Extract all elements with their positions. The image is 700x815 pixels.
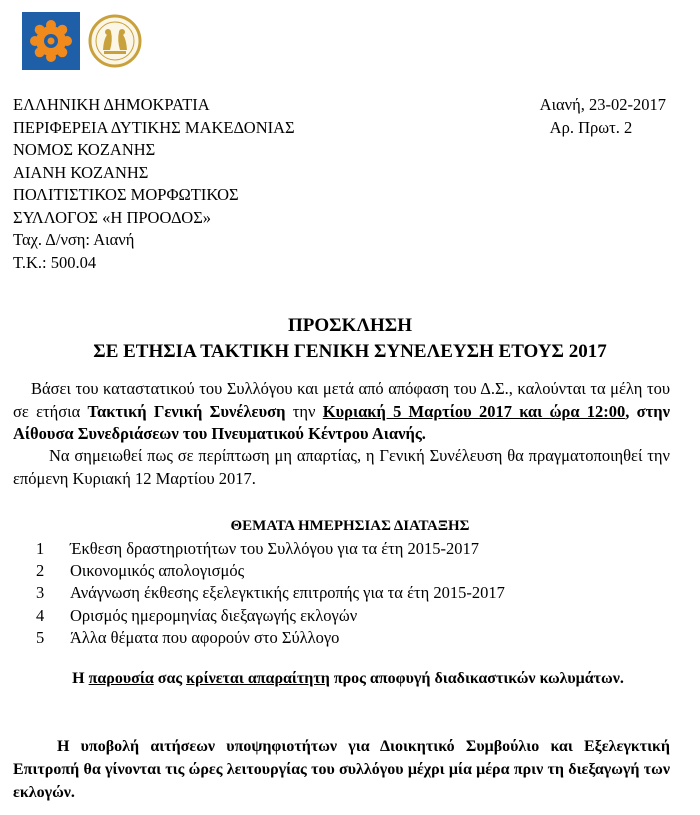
header-line: ΠΕΡΙΦΕΡΕΙΑ ΔΥΤΙΚΗΣ ΜΑΚΕΔΟΝΙΑΣ: [13, 117, 295, 137]
header-line: ΣΥΛΛΟΓΟΣ «Η ΠΡΟΟΔΟΣ»: [13, 207, 212, 227]
agenda-number: 2: [36, 561, 45, 581]
presence-emphasis: κρίνεται απαραίτητη: [186, 670, 330, 687]
place-date: Αιανή, 23-02-2017: [539, 95, 666, 114]
protocol-number: Αρ. Πρωτ. 2: [549, 117, 633, 137]
agenda-title: ΘΕΜΑΤΑ ΗΜΕΡΗΣΙΑΣ ΔΙΑΤΑΞΗΣ: [230, 518, 470, 534]
meeting-datetime: Κυριακή 5 Μαρτίου 2017 και ώρα 12:00: [322, 401, 626, 421]
list-item: [36, 605, 505, 627]
agenda-text: Ανάγνωση έκθεσης εξελεγκτικής επιτροπής για τα έτη 2015-2017: [70, 583, 505, 603]
list-item: [36, 560, 505, 582]
sender-address-block: [13, 94, 295, 274]
presence-emphasis: παρουσία: [88, 670, 154, 687]
document-subtitle: ΣΕ ΕΤΗΣΙΑ ΤΑΚΤΙΚΗ ΓΕΝΙΚΗ ΣΥΝΕΛΕΥΣΗ ΕΤΟΥΣ 2017: [93, 341, 607, 362]
header-line: ΝΟΜΟΣ ΚΟΖΑΝΗΣ: [13, 140, 156, 159]
list-item: [36, 627, 505, 649]
agenda-text: Ορισμός ημερομηνίας διεξαγωγής εκλογών: [70, 605, 358, 625]
municipality-logo-icon: [22, 12, 80, 70]
document-title: ΠΡΟΣΚΛΗΣΗ: [288, 315, 412, 336]
agenda-number: 1: [36, 539, 45, 558]
agenda-number: 4: [36, 605, 45, 625]
header-line: ΠΟΛΙΤΙΣΤΙΚΟΣ ΜΟΡΦΩΤΙΚΟΣ: [13, 185, 239, 204]
candidacy-text: Η υποβολή αιτήσεων υποψηφιοτήτων για Διοικητικό Συμβούλιο και Εξελεγκτική Επιτροπή θα γίνονται τις ώρες λειτουργίας του συλλόγου μέχρι μία μέρα πριν τη διεξαγωγή των εκλογών.: [13, 738, 670, 801]
list-item: [36, 582, 505, 604]
header-line: ΑΙΑΝΗ ΚΟΖΑΝΗΣ: [13, 162, 149, 182]
meeting-venue: , στην Αίθουσα Συνεδριάσεων του Πνευματικού Κέντρου Αιανής.: [13, 401, 670, 443]
p1-text: την: [285, 401, 323, 421]
list-item: [36, 538, 505, 560]
quorum-text: Να σημειωθεί πως σε περίπτωση μη απαρτίας, η Γενική Συνέλευση θα πραγματοποιηθεί την επόμενη Κυριακή 12 Μαρτίου 2017.: [13, 446, 670, 488]
invitation-paragraph: [13, 378, 670, 446]
attendance-notice: [13, 670, 683, 688]
agenda-number: 5: [36, 627, 45, 647]
header-line: ΕΛΛΗΝΙΚΗ ΔΗΜΟΚΡΑΤΙΑ: [13, 95, 210, 114]
presence-text: Η: [72, 670, 89, 687]
header-line: Ταχ. Δ/νση: Αιανή: [13, 230, 135, 249]
assembly-name: Τακτική Γενική Συνέλευση: [87, 401, 286, 421]
presence-text: προς αποφυγή διαδικαστικών κωλυμάτων.: [329, 670, 624, 687]
association-seal-icon: [86, 12, 144, 70]
candidacy-notice: [13, 735, 670, 804]
date-protocol-block: [540, 94, 666, 139]
agenda-text: Έκθεση δραστηριοτήτων του Συλλόγου για τα έτη 2015-2017: [70, 539, 480, 558]
agenda-text: Οικονομικός απολογισμός: [70, 561, 245, 581]
p1-text: Βάσει του καταστατικού του Συλλόγου και μετά από απόφαση του Δ.Σ., καλούνται τα μέλη του σε ετήσια: [13, 379, 670, 421]
quorum-paragraph: [13, 445, 670, 490]
agenda-number: 3: [36, 583, 45, 603]
agenda-list: [36, 538, 505, 649]
header-line: Τ.Κ.: 500.04: [13, 252, 97, 272]
agenda-text: Άλλα θέματα που αφορούν στο Σύλλογο: [70, 627, 340, 647]
presence-text: σας: [153, 670, 187, 687]
